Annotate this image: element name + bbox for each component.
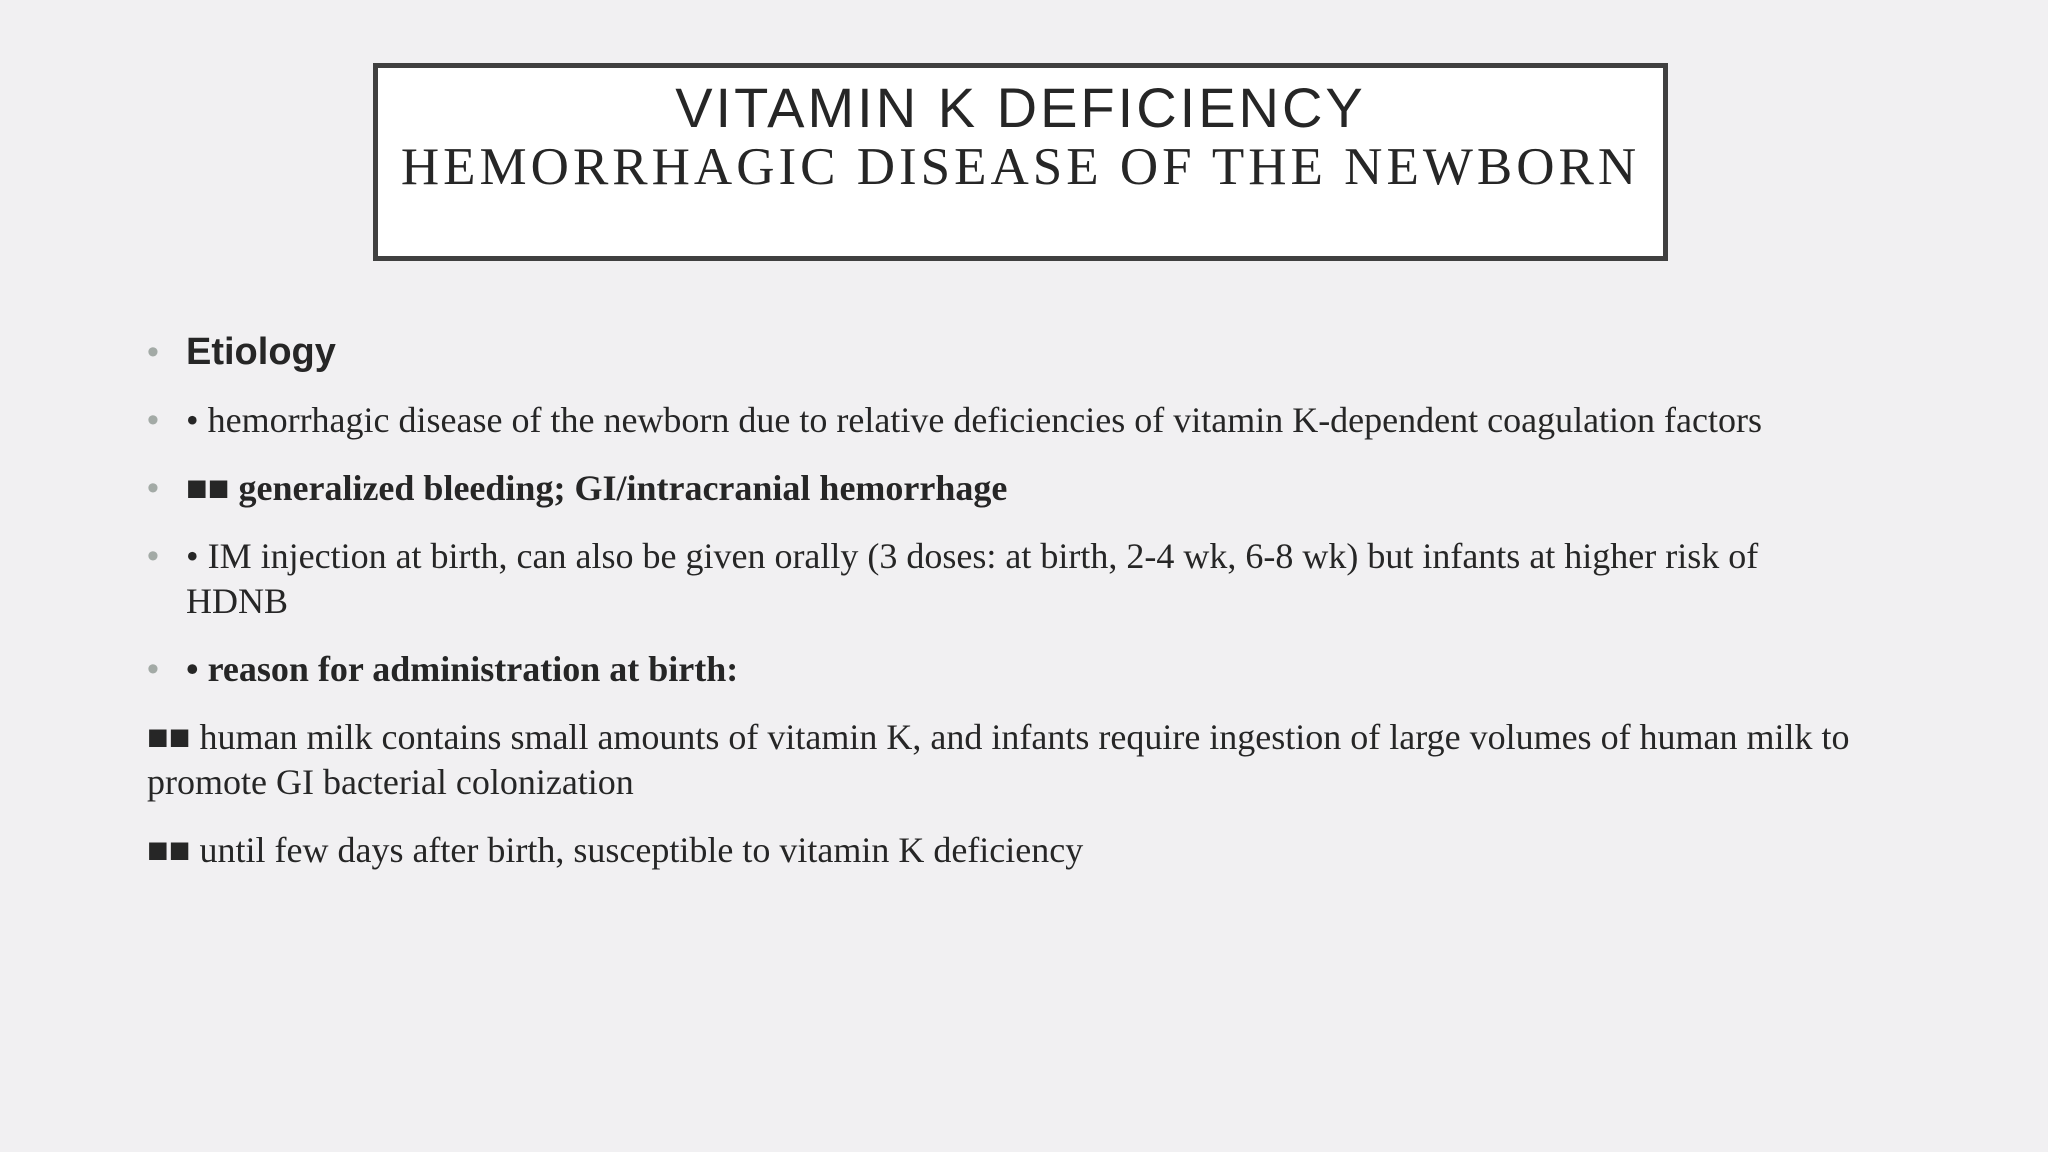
bullet-marker: • <box>147 650 159 688</box>
bullet-text: ■■ generalized bleeding; GI/intracranial hemorrhage <box>186 468 1008 508</box>
slide-title: VITAMIN K DEFICIENCY <box>675 76 1366 139</box>
section-heading: Etiology <box>186 331 336 373</box>
bullet-item-reason <box>147 647 1867 692</box>
bullet-text: • IM injection at birth, can also be given orally (3 doses: at birth, 2-4 wk, 6-8 wk) but infants at higher risk of HDNB <box>186 536 1759 621</box>
paragraph-susceptibility <box>147 828 1867 873</box>
slide-content <box>147 330 1867 896</box>
bullet-item-injection <box>147 534 1867 624</box>
bullet-item-bleeding <box>147 466 1867 511</box>
bullet-marker: • <box>147 537 159 575</box>
bullet-marker: • <box>147 401 159 439</box>
bullet-marker: • <box>147 469 159 507</box>
bullet-item-definition <box>147 398 1867 443</box>
bullet-text: • hemorrhagic disease of the newborn due to relative deficiencies of vitamin K-dependent coagulation factors <box>186 400 1763 440</box>
bullet-text: • reason for administration at birth: <box>186 649 739 689</box>
paragraph-text: ■■ human milk contains small amounts of vitamin K, and infants require ingestion of large volumes of human milk to promote GI bacterial colonization <box>147 717 1850 802</box>
paragraph-text: ■■ until few days after birth, susceptible to vitamin K deficiency <box>147 830 1084 870</box>
bullet-item-etiology <box>147 330 1867 375</box>
slide-subtitle: HEMORRHAGIC DISEASE OF THE NEWBORN <box>400 138 1641 196</box>
paragraph-human-milk <box>147 715 1867 805</box>
title-box <box>373 63 1668 261</box>
bullet-marker: • <box>147 333 159 371</box>
